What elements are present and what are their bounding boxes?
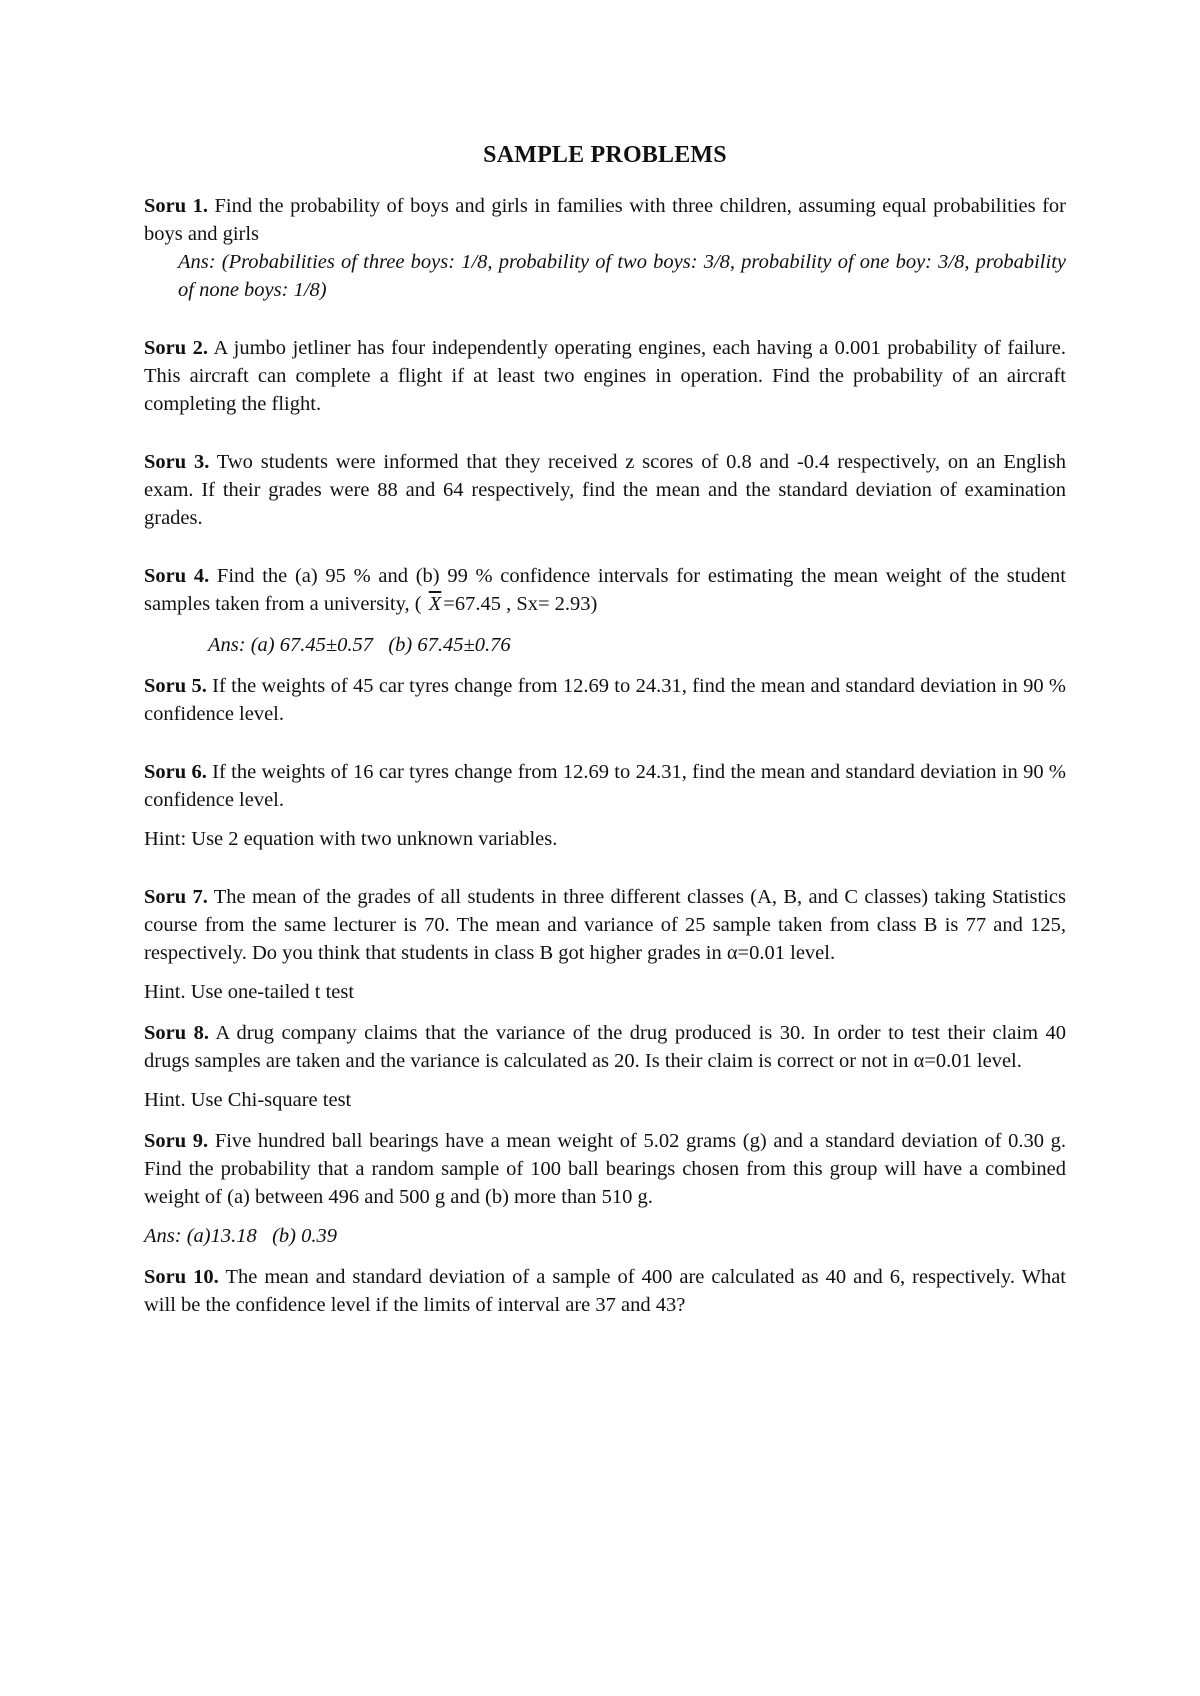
problem-4-text-b: =67.45 , Sx= 2.93) xyxy=(443,593,598,615)
problem-6 xyxy=(144,758,1066,814)
problem-6-text: If the weights of 16 car tyres change from 12.69 to 24.31, find the mean and standard deviation in 90 % confidence level. xyxy=(144,761,1067,811)
problem-10-text: The mean and standard deviation of a sample of 400 are calculated as 40 and 6, respectively. What will be the confidence level if the limits of interval are 37 and 43? xyxy=(144,1266,1067,1316)
problem-3-label: Soru 3. xyxy=(144,451,210,473)
problem-10-label: Soru 10. xyxy=(144,1266,219,1288)
problem-1-answer: Ans: (Probabilities of three boys: 1/8, probability of two boys: 3/8, probability of one boy: 3/8, probability of none boys: 1/8) xyxy=(178,251,1066,301)
problem-4 xyxy=(144,562,1066,618)
problem-5 xyxy=(144,672,1066,728)
problem-4-answer: Ans: (a) 67.45±0.57 (b) 67.45±0.76 xyxy=(208,634,511,656)
problem-2-label: Soru 2. xyxy=(144,337,209,359)
problem-7-hint: Hint. Use one-tailed t test xyxy=(144,981,355,1003)
problem-1-label: Soru 1. xyxy=(144,195,209,217)
problem-3 xyxy=(144,448,1066,532)
problem-8-hint: Hint. Use Chi-square test xyxy=(144,1089,352,1111)
document-page xyxy=(144,140,1066,1319)
problem-4-text-a: Find the (a) 95 % and (b) 99 % confidence intervals for estimating the mean weight of the student samples taken from a university, ( xyxy=(144,565,1066,615)
problem-7-label: Soru 7. xyxy=(144,886,208,908)
problem-8 xyxy=(144,1019,1066,1075)
problem-9-label: Soru 9. xyxy=(144,1130,209,1152)
problem-2 xyxy=(144,334,1066,418)
problem-2-text: A jumbo jetliner has four independently operating engines, each having a 0.001 probability of failure. This aircraft can complete a flight if at least two engines in operation. Find the probability of an aircraft completing the flight. xyxy=(144,337,1066,415)
problem-5-label: Soru 5. xyxy=(144,675,207,697)
problem-7 xyxy=(144,883,1066,967)
problem-9-text: Five hundred ball bearings have a mean weight of 5.02 grams (g) and a standard deviation of 0.30 g. Find the probability that a random sample of 100 ball bearings chosen from this group will have a combined weight of (a) between 496 and 500 g and (b) more than 510 g. xyxy=(144,1130,1066,1208)
problem-1-text: Find the probability of boys and girls in families with three children, assuming equal probabilities for boys and girls xyxy=(144,195,1067,245)
problem-7-text: The mean of the grades of all students in three different classes (A, B, and C classes) taking Statistics course from the same lecturer is 70. The mean and variance of 25 sample taken from class B is 77 and 125, respectively. Do you think that students in class B got higher grades in α=0.01 level. xyxy=(144,886,1066,964)
problem-3-text: Two students were informed that they received z scores of 0.8 and -0.4 respectively, on an English exam. If their grades were 88 and 64 respectively, find the mean and the standard deviation of examination grades. xyxy=(144,451,1066,529)
page-title: SAMPLE PROBLEMS xyxy=(483,142,727,168)
problem-10 xyxy=(144,1263,1066,1319)
problem-9 xyxy=(144,1127,1066,1211)
problem-8-label: Soru 8. xyxy=(144,1022,209,1044)
problem-9-answer: Ans: (a)13.18 (b) 0.39 xyxy=(144,1225,338,1247)
problem-6-label: Soru 6. xyxy=(144,761,207,783)
problem-8-text: A drug company claims that the variance of the drug produced is 30. In order to test their claim 40 drugs samples are taken and the variance is calculated as 20. Is their claim is correct or not in α=0.01 level. xyxy=(144,1022,1066,1072)
problem-4-label: Soru 4. xyxy=(144,565,210,587)
x-bar-symbol: $\overline{X}$ xyxy=(428,593,442,615)
problem-6-hint: Hint: Use 2 equation with two unknown variables. xyxy=(144,828,558,850)
problem-1 xyxy=(144,192,1066,248)
problem-5-text: If the weights of 45 car tyres change from 12.69 to 24.31, find the mean and standard deviation in 90 % confidence level. xyxy=(144,675,1067,725)
